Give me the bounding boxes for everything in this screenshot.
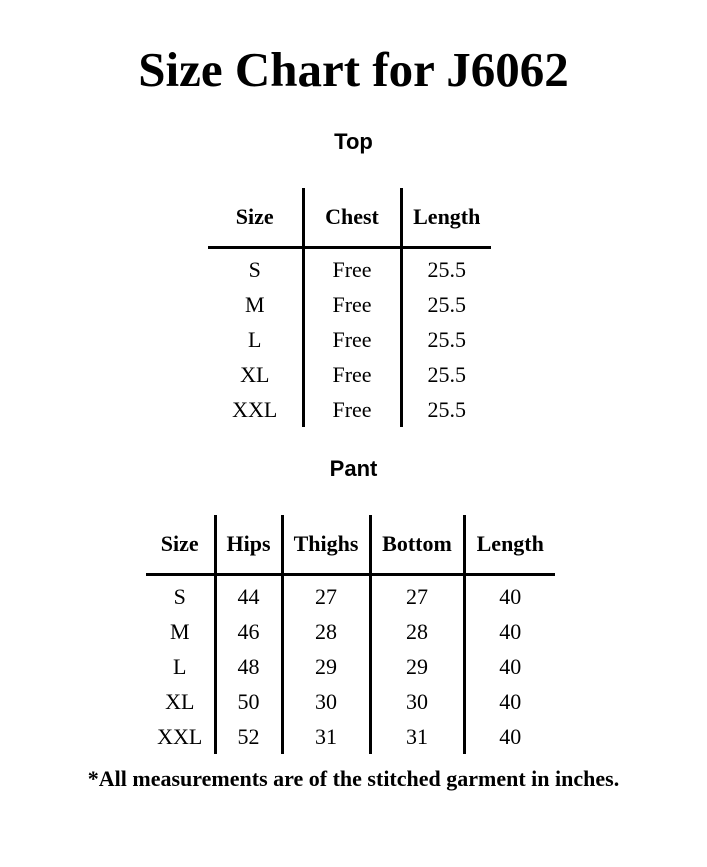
pant-size-table (146, 515, 555, 754)
length-cell: 25.5 (401, 392, 491, 427)
column-header-chest: Chest (303, 188, 401, 248)
column-header-bottom: Bottom (370, 515, 464, 575)
chest-cell: Free (303, 248, 401, 288)
hips-cell: 48 (215, 649, 282, 684)
bottom-cell: 29 (370, 649, 464, 684)
size-cell: S (248, 257, 261, 282)
length-cell: 40 (464, 649, 555, 684)
thighs-cell: 31 (282, 719, 370, 754)
size-cell: XL (165, 689, 195, 714)
length-cell: 40 (464, 684, 555, 719)
length-cell: 25.5 (401, 322, 491, 357)
length-cell: 40 (464, 719, 555, 754)
length-cell: 25.5 (401, 287, 491, 322)
table-row (146, 649, 555, 684)
length-cell: 40 (464, 614, 555, 649)
length-cell: 40 (464, 575, 555, 615)
chest-cell: Free (303, 287, 401, 322)
top-size-table (208, 188, 491, 427)
hips-cell: 50 (215, 684, 282, 719)
thighs-cell: 27 (282, 575, 370, 615)
bottom-cell: 27 (370, 575, 464, 615)
table-row (146, 614, 555, 649)
length-cell: 25.5 (401, 248, 491, 288)
column-header-size: Size (208, 188, 303, 248)
thighs-cell: 29 (282, 649, 370, 684)
thighs-cell: 30 (282, 684, 370, 719)
size-cell: XXL (232, 397, 278, 422)
column-header-size: Size (146, 515, 215, 575)
bottom-cell: 28 (370, 614, 464, 649)
column-header-hips: Hips (215, 515, 282, 575)
column-header-length: Length (401, 188, 491, 248)
thighs-cell: 28 (282, 614, 370, 649)
measurement-note: *All measurements are of the stitched garment in inches. (87, 766, 620, 791)
table-row (208, 392, 491, 427)
hips-cell: 52 (215, 719, 282, 754)
bottom-cell: 31 (370, 719, 464, 754)
table-row (146, 575, 555, 615)
chest-cell: Free (303, 357, 401, 392)
size-cell: S (173, 584, 186, 609)
size-cell: XL (240, 362, 270, 387)
length-cell: 25.5 (401, 357, 491, 392)
table-header-row (146, 515, 555, 575)
table-row (146, 719, 555, 754)
table-row (208, 248, 491, 288)
chest-cell: Free (303, 392, 401, 427)
table-header-row (208, 188, 491, 248)
page-title: Size Chart for J6062 (138, 42, 569, 97)
size-cell: M (169, 619, 190, 644)
top-section-heading: Top (334, 129, 373, 154)
chest-cell: Free (303, 322, 401, 357)
pant-section-heading: Pant (329, 456, 378, 481)
hips-cell: 46 (215, 614, 282, 649)
table-row (208, 357, 491, 392)
table-row (146, 684, 555, 719)
size-cell: M (244, 292, 265, 317)
size-cell: XXL (157, 724, 203, 749)
table-row (208, 322, 491, 357)
bottom-cell: 30 (370, 684, 464, 719)
column-header-thighs: Thighs (282, 515, 370, 575)
column-header-length: Length (464, 515, 555, 575)
size-cell: L (248, 327, 262, 352)
hips-cell: 44 (215, 575, 282, 615)
size-cell: L (173, 654, 187, 679)
table-row (208, 287, 491, 322)
